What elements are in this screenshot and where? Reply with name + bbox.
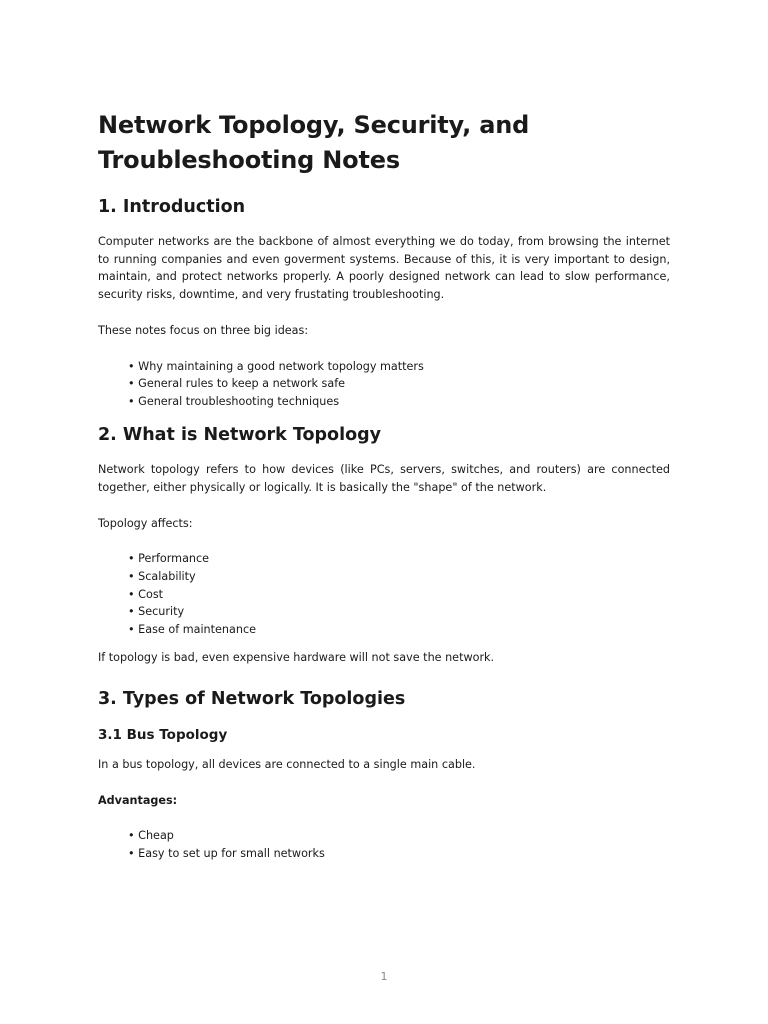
introduction-focus-paragraph: These notes focus on three big ideas: [98, 323, 309, 337]
list-item: • Ease of maintenance [128, 621, 670, 639]
list-item: • Scalability [128, 568, 670, 586]
big-ideas-list [98, 358, 670, 411]
list-item: • Performance [128, 550, 670, 568]
list-item: • General rules to keep a network safe [128, 375, 670, 393]
list-item: • Cost [128, 586, 670, 604]
section-heading-introduction: 1. Introduction [98, 197, 246, 217]
topology-definition-paragraph: Network topology refers to how devices (like PCs, servers, switches, and routers) are connected together, either physically or logically. It is basically the "shape" of the network. [98, 463, 670, 494]
list-item: • Easy to set up for small networks [128, 845, 670, 863]
page-number: 1 [380, 970, 388, 983]
topology-affects-list [98, 550, 670, 638]
introduction-paragraph: Computer networks are the backbone of almost everything we do today, from browsing the internet to running companies and even goverment systems. Because of this, it is very important to design, maintain, and protect networks properly. A poorly designed network can lead to slow performance, security risks, downtime, and very frustating troubleshooting. [98, 235, 670, 302]
section-heading-what-is-topology: 2. What is Network Topology [98, 425, 382, 446]
list-item: • Cheap [128, 827, 670, 845]
document-page [98, 108, 670, 876]
list-item: • Security [128, 603, 670, 621]
section-heading-types: 3. Types of Network Topologies [98, 689, 406, 710]
list-item: • Why maintaining a good network topology matters [128, 358, 670, 376]
document-title: Network Topology, Security, and Troubleshooting Notes [98, 111, 530, 174]
advantages-label: Advantages: [98, 793, 178, 807]
bad-topology-paragraph: If topology is bad, even expensive hardware will not save the network. [98, 651, 495, 665]
bus-topology-paragraph: In a bus topology, all devices are connected to a single main cable. [98, 758, 476, 772]
topology-affects-paragraph: Topology affects: [98, 516, 193, 530]
bus-advantages-list [98, 827, 670, 862]
list-item: • General troubleshooting techniques [128, 393, 670, 411]
subsection-heading-bus: 3.1 Bus Topology [98, 727, 228, 744]
